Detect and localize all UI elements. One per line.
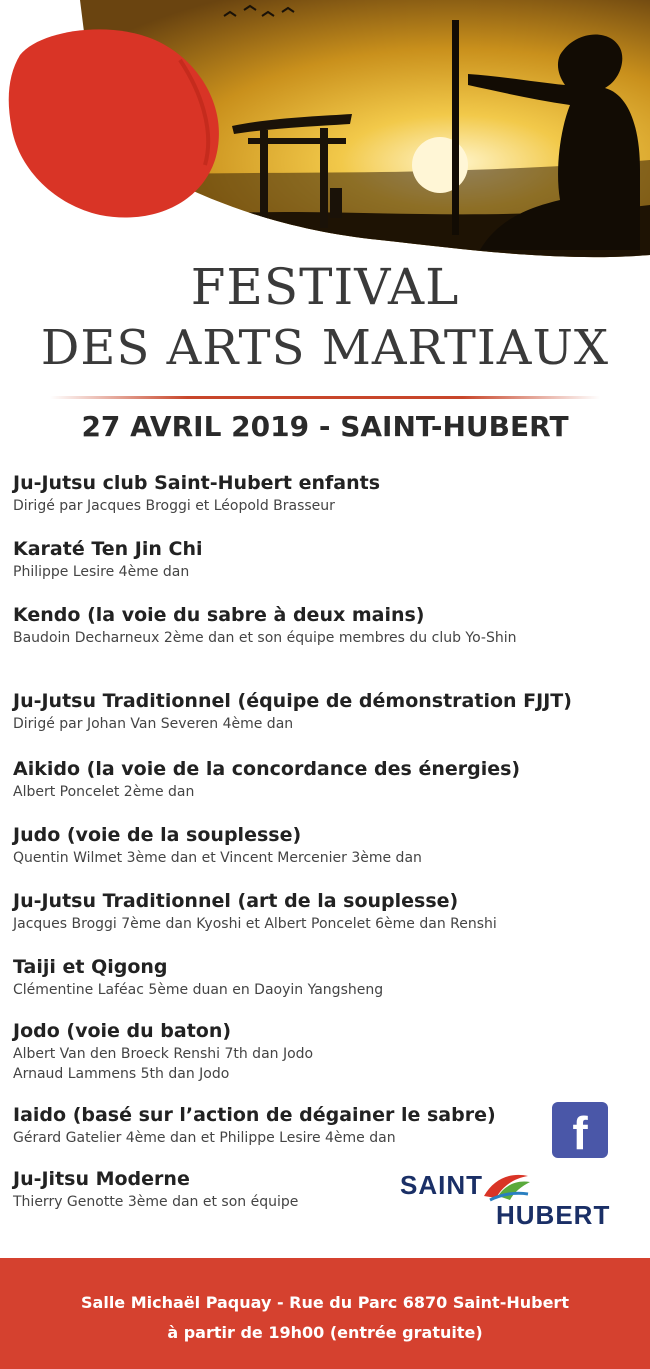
- act-title: Ju-Jutsu Traditionnel (art de la souplesse): [13, 890, 459, 912]
- festival-title-line2: DES ARTS MARTIAUX: [40, 320, 610, 376]
- act-title: Judo (voie de la souplesse): [13, 824, 302, 846]
- act-title: Karaté Ten Jin Chi: [13, 538, 203, 560]
- program-list: [13, 470, 603, 1212]
- act-detail: Gérard Gatelier 4ème dan et Philippe Lesire 4ème dan: [13, 1130, 396, 1146]
- title-divider: [50, 396, 600, 399]
- act-detail: Quentin Wilmet 3ème dan et Vincent Mercenier 3ème dan: [13, 850, 422, 866]
- saint-hubert-logo: [400, 1170, 615, 1230]
- facebook-icon[interactable]: f: [552, 1102, 608, 1158]
- act-judo: [13, 822, 603, 888]
- act-detail: Dirigé par Johan Van Severen 4ème dan: [13, 716, 294, 732]
- act-aikido: [13, 756, 603, 822]
- act-detail: Baudoin Decharneux 2ème dan et son équipe membres du club Yo-Shin: [13, 630, 517, 646]
- act-detail: Thierry Genotte 3ème dan et son équipe: [13, 1194, 299, 1210]
- act-jodo: [13, 1018, 603, 1102]
- act-title: Ju-Jutsu club Saint-Hubert enfants: [13, 472, 381, 494]
- venue-address: Salle Michaël Paquay - Rue du Parc 6870 Saint-Hubert: [81, 1293, 569, 1312]
- act-title: Jodo (voie du baton): [13, 1020, 232, 1042]
- event-date: 27 AVRIL 2019 - SAINT-HUBERT: [81, 410, 569, 443]
- act-iaido: [13, 1102, 603, 1166]
- act-title: Kendo (la voie du sabre à deux mains): [13, 604, 425, 626]
- act-detail: Dirigé par Jacques Broggi et Léopold Brasseur: [13, 498, 335, 514]
- act-title: Ju-Jutsu Traditionnel (équipe de démonstration FJJT): [13, 690, 572, 712]
- act-title: Aikido (la voie de la concordance des énergies): [13, 758, 521, 780]
- act-karate: [13, 536, 603, 602]
- act-title: Iaido (basé sur l’action de dégainer le sabre): [13, 1104, 496, 1126]
- act-title: Taiji et Qigong: [13, 956, 168, 978]
- logo-line1: SAINT: [400, 1170, 483, 1200]
- hero-illustration: [0, 0, 650, 270]
- act-detail: Albert Van den Broeck Renshi 7th dan Jodo: [13, 1046, 314, 1062]
- festival-title-line1: FESTIVAL: [190, 258, 460, 316]
- act-ju-jutsu-traditionnel-souplesse: [13, 888, 603, 954]
- act-ju-jutsu-traditionnel-fjjt: [13, 688, 603, 756]
- act-detail: Clémentine Laféac 5ème duan en Daoyin Yangsheng: [13, 982, 384, 998]
- act-detail: Jacques Broggi 7ème dan Kyoshi et Albert Poncelet 6ème dan Renshi: [13, 916, 497, 932]
- event-time: à partir de 19h00 (entrée gratuite): [167, 1323, 483, 1342]
- act-title: Ju-Jitsu Moderne: [13, 1168, 190, 1190]
- act-detail-line2: Arnaud Lammens 5th dan Jodo: [13, 1066, 230, 1082]
- logo-line2: HUBERT: [496, 1200, 611, 1230]
- act-detail: Albert Poncelet 2ème dan: [13, 784, 195, 800]
- act-taiji-qigong: [13, 954, 603, 1018]
- act-detail: Philippe Lesire 4ème dan: [13, 564, 190, 580]
- act-kendo: [13, 602, 603, 688]
- footer-banner: [0, 1258, 650, 1369]
- act-ju-jutsu-enfants: [13, 470, 603, 536]
- logo-swoosh-icon: [482, 1170, 532, 1204]
